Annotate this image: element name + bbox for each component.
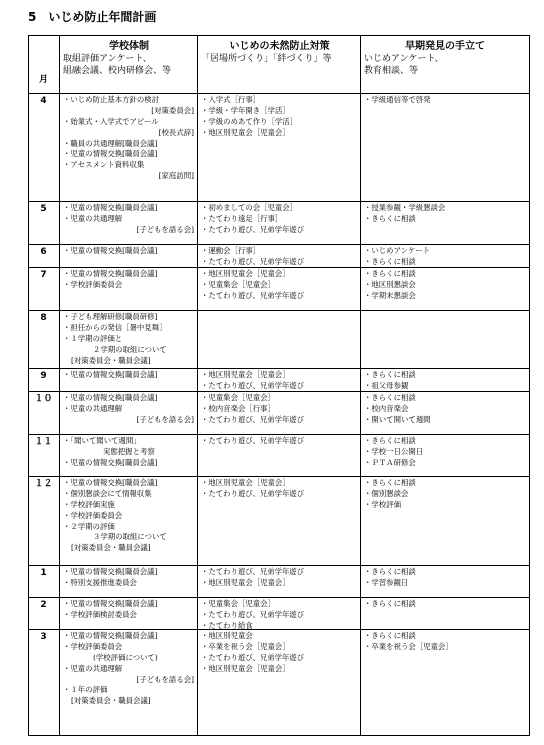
annual-plan-table: [28, 35, 530, 736]
plan-item: ・たてわり遊び、兄弟学年遊び: [201, 609, 305, 619]
plan-item: ・きらくに相談: [364, 370, 416, 379]
row-divider: [29, 476, 529, 477]
month-label: 2: [40, 600, 47, 610]
plan-item: ・児童の共通理解: [63, 403, 123, 413]
prevention-sub-1: 「居場所づくり」「絆づくり」等: [201, 54, 332, 64]
school-system-cell: [63, 246, 194, 267]
plan-item: ・きらくに相談: [364, 393, 416, 402]
plan-item: [子どもを語る会]: [136, 674, 194, 684]
prevention-cell: [201, 599, 358, 629]
plan-item: ・学習参観日: [364, 577, 409, 587]
plan-item: ・いじめアンケート: [364, 246, 431, 255]
plan-item: ・たてわり遊び、兄弟学年遊び: [201, 652, 305, 662]
header-divider: [29, 93, 529, 94]
plan-item: ・ＰＴＡ研修会: [364, 457, 416, 467]
plan-item: ・児童の情報交換[職員会議]: [63, 269, 158, 278]
plan-item: ・地区別児童会［児童会］: [201, 269, 290, 278]
prevention-cell: [201, 478, 358, 565]
plan-item: ・学校評価検討委員会: [63, 609, 137, 619]
plan-item: 実態把握と考察: [103, 446, 155, 456]
plan-item: ・学校評価委員会: [63, 510, 123, 520]
plan-item: ・きらくに相談: [364, 478, 416, 487]
month-label: 8: [40, 313, 47, 323]
plan-item: ・児童の情報交換[職員会議]: [63, 393, 158, 402]
plan-item: ・学級通信等で啓発: [364, 95, 431, 104]
early-detection-cell: [364, 203, 526, 244]
plan-item: ・きらくに相談: [364, 631, 416, 640]
plan-item: ・児童の情報交換[職員会議]: [63, 370, 158, 379]
plan-item: ・初めましての会［児童会］: [201, 203, 298, 212]
plan-item: ・たてわり遠足［行事］: [201, 213, 283, 223]
school-system-cell: [63, 95, 194, 201]
month-label: 4: [40, 96, 47, 106]
plan-item: ・地区別児童会［児童会］: [201, 127, 290, 137]
month-label: 7: [40, 270, 47, 280]
plan-item: [対策委員会・職員会議]: [71, 696, 151, 706]
plan-item: ・児童の情報交換[職員会議]: [63, 478, 158, 487]
plan-item: ・子ども理解研修[職員研修]: [63, 312, 158, 321]
plan-item: ・いじめ防止基本方針の検討: [63, 95, 160, 104]
month-label: 1: [40, 568, 47, 578]
row-divider: [29, 597, 529, 598]
row-divider: [29, 434, 529, 435]
plan-item: ・児童の情報交換[職員会議]: [63, 203, 158, 212]
school-system-sub-1: 取組評価アンケート、: [63, 54, 152, 64]
plan-item: ・きらくに相談: [364, 256, 416, 266]
plan-item: [子どもを語る会]: [136, 414, 194, 424]
month-label: 5: [40, 204, 47, 214]
school-system-cell: [63, 436, 194, 476]
plan-item: ・たてわり遊び、兄弟学年遊び: [201, 436, 305, 445]
plan-item: ・地区別児童会［児童会］: [201, 478, 290, 487]
plan-item: ・たてわり遊び、兄弟学年遊び: [201, 256, 305, 266]
plan-item: ・児童集会［児童会］: [201, 279, 275, 289]
prevention-cell: [201, 312, 358, 368]
school-system-cell: [63, 370, 194, 391]
plan-item: ・児童の情報交換[職員会議]: [63, 149, 158, 159]
plan-item: ・地区別児童会［児童会］: [201, 577, 290, 587]
plan-item: (学校評価について): [93, 652, 158, 662]
plan-item: ・学校評価委員会: [63, 641, 123, 651]
plan-item: ・児童集会［児童会］: [201, 393, 275, 402]
plan-item: ・児童の情報交換[職員会議]: [63, 631, 158, 640]
prevention-cell: [201, 393, 358, 434]
month-header: 月: [38, 75, 48, 85]
column-divider: [59, 36, 60, 735]
school-system-title: 学校体制: [109, 41, 149, 52]
plan-item: ・「聞いて聞いて週間」: [63, 436, 141, 445]
plan-item: ・学期末懇談会: [364, 290, 416, 300]
month-label: １１: [34, 437, 53, 447]
early-detection-cell: [364, 393, 526, 434]
early-detection-header: [364, 41, 526, 77]
early-detection-cell: [364, 631, 526, 736]
plan-item: ・学校評価: [364, 499, 401, 509]
early-detection-cell: [364, 370, 526, 391]
plan-item: ・学校一日公開日: [364, 446, 424, 456]
early-detection-cell: [364, 599, 526, 629]
plan-item: ・学級・学年開き［学活］: [201, 105, 290, 115]
plan-item: ・たてわり遊び、兄弟学年遊び: [201, 224, 305, 234]
prevention-header: [201, 41, 358, 65]
row-divider: [29, 267, 529, 268]
plan-item: ・２学期の評価: [63, 521, 115, 531]
plan-item: ・１年の評価: [63, 685, 108, 695]
plan-item: ・地区別児童会［児童会］: [201, 663, 290, 673]
plan-item: ・児童の情報交換[職員会議]: [63, 246, 158, 255]
plan-item: ・きらくに相談: [364, 269, 416, 278]
plan-item: ・たてわり遊び、兄弟学年遊び: [201, 290, 305, 300]
school-system-cell: [63, 393, 194, 434]
month-label: 6: [40, 247, 47, 257]
early-detection-cell: [364, 312, 526, 368]
early-detection-cell: [364, 246, 526, 267]
plan-item: ・授業参観・学級懇談会: [364, 203, 446, 212]
month-label: １２: [34, 479, 53, 489]
plan-item: ・学校評価委員会: [63, 279, 123, 289]
prevention-cell: [201, 246, 358, 267]
plan-item: ・きらくに相談: [364, 436, 416, 445]
row-divider: [29, 629, 529, 630]
plan-item: ・たてわり遊び、兄弟学年遊び: [201, 414, 305, 424]
plan-item: [校長式辞]: [158, 127, 194, 137]
plan-item: ・校内音楽会［行事］: [201, 403, 275, 413]
month-label: １０: [34, 394, 53, 404]
plan-item: [対策委員会]: [151, 105, 194, 115]
school-system-cell: [63, 631, 194, 736]
school-system-cell: [63, 269, 194, 310]
plan-item: ・たてわり遊び、兄弟学年遊び: [201, 567, 305, 576]
plan-item: ・地区別懇談会: [364, 279, 416, 289]
plan-item: ・きらくに相談: [364, 213, 416, 223]
early-detection-cell: [364, 269, 526, 310]
row-divider: [29, 310, 529, 311]
plan-item: ・校内音楽会: [364, 403, 409, 413]
plan-item: ・学校評価実施: [63, 499, 115, 509]
prevention-title: いじめの未然防止対策: [229, 41, 330, 52]
plan-item: [家庭訪問]: [158, 171, 194, 181]
prevention-cell: [201, 95, 358, 201]
plan-item: ・個別懇談会: [364, 488, 409, 498]
prevention-cell: [201, 370, 358, 391]
column-divider: [197, 36, 198, 735]
plan-item: ・卒業を祝う会［児童会］: [364, 641, 453, 651]
plan-item: ・卒業を祝う会［児童会］: [201, 641, 290, 651]
row-divider: [29, 391, 529, 392]
row-divider: [29, 565, 529, 566]
school-system-cell: [63, 599, 194, 629]
school-system-cell: [63, 203, 194, 244]
plan-item: ・入学式［行事］: [201, 95, 261, 104]
column-divider: [360, 36, 361, 735]
plan-item: ３学期の取組について: [93, 532, 167, 542]
early-detection-title: 早期発見の手立て: [405, 41, 485, 52]
prevention-cell: [201, 631, 358, 736]
plan-item: ・始業式・入学式でアピール: [63, 116, 159, 126]
plan-item: ・担任からの発信［暑中見舞］: [63, 322, 167, 332]
plan-item: [対策委員会・職員会議]: [71, 543, 151, 553]
early-detection-sub-1: いじめアンケート、: [364, 54, 444, 64]
school-system-header: [63, 41, 195, 77]
early-detection-cell: [364, 567, 526, 597]
school-system-cell: [63, 478, 194, 565]
prevention-cell: [201, 567, 358, 597]
prevention-cell: [201, 203, 358, 244]
row-divider: [29, 201, 529, 202]
plan-item: ・きらくに相談: [364, 567, 416, 576]
plan-item: ・地区別児童会［児童会］: [201, 370, 290, 379]
early-detection-cell: [364, 436, 526, 476]
month-label: 3: [40, 632, 47, 642]
plan-item: ・児童の情報交換[職員会議]: [63, 567, 158, 576]
plan-item: [対策委員会・職員会議]: [71, 355, 151, 365]
plan-item: ・たてわり遊び、兄弟学年遊び: [201, 380, 305, 390]
plan-item: ・きらくに相談: [364, 599, 416, 608]
plan-item: ・児童の共通理解: [63, 213, 123, 223]
row-divider: [29, 368, 529, 369]
plan-item: ・１学期の評価と: [63, 333, 123, 343]
plan-item: ・児童集会［児童会］: [201, 599, 275, 608]
plan-item: ・地区別児童会: [201, 631, 253, 640]
plan-item: ・たてわり給食: [201, 620, 253, 630]
plan-item: ・児童の情報交換[職員会議]: [63, 599, 158, 608]
plan-item: ・児童の情報交換[職員会議]: [63, 457, 158, 467]
school-system-cell: [63, 312, 194, 368]
plan-item: ・祖父母参観: [364, 380, 409, 390]
plan-item: ・開いて開いて週間: [364, 414, 431, 424]
early-detection-cell: [364, 478, 526, 565]
prevention-cell: [201, 436, 358, 476]
early-detection-cell: [364, 95, 526, 201]
plan-item: ・個別懇談会にて情報収集: [63, 488, 152, 498]
section-title: 5 いじめ防止年間計画: [28, 10, 157, 24]
plan-item: ・たてわり遊び、兄弟学年遊び: [201, 488, 305, 498]
plan-item: ・特別支援推進委員会: [63, 577, 137, 587]
plan-item: ・職員の共通理解[職員会議]: [63, 138, 158, 148]
plan-item: ・児童の共通理解: [63, 663, 123, 673]
plan-item: ・運動会［行事］: [201, 246, 261, 255]
month-label: 9: [40, 371, 47, 381]
plan-item: [子どもを語る会]: [136, 224, 194, 234]
school-system-sub-2: 組融会議、校内研修会、等: [63, 66, 172, 76]
school-system-cell: [63, 567, 194, 597]
plan-item: ・アセスメント資料収集: [63, 160, 145, 170]
plan-item: ・学級のめあて作り［学活］: [201, 116, 298, 126]
prevention-cell: [201, 269, 358, 310]
early-detection-sub-2: 教育相談、等: [364, 66, 419, 76]
row-divider: [29, 244, 529, 245]
plan-item: ２学期の取組について: [93, 344, 167, 354]
